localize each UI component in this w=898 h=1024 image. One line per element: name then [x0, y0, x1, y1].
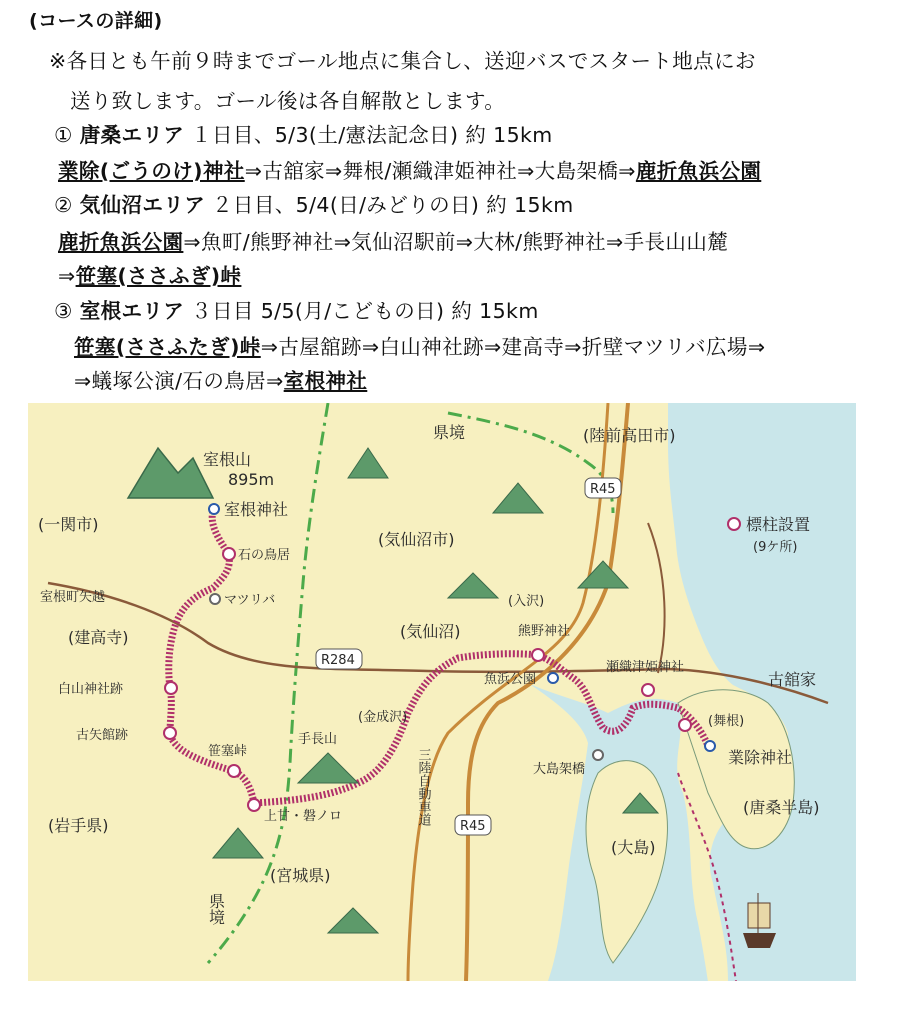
seoritsuhime-marker	[642, 684, 654, 696]
course-3-route-line-2	[74, 364, 367, 394]
label-mone: (舞根)	[708, 714, 745, 729]
label-ishi-torii: 石の鳥居	[238, 548, 291, 563]
course-3-route	[74, 330, 765, 360]
course-1-route-end: 鹿折魚浜公園	[635, 159, 762, 183]
label-karakuwa-peninsula: (唐桑半島)	[743, 798, 820, 817]
hakusan-ruins-marker	[165, 682, 177, 694]
label-iwate: (岩手県)	[48, 816, 109, 835]
label-gounoke-shrine: 業除神社	[728, 748, 793, 767]
course-1-route-middle: ⇒古舘家⇒舞根/瀬織津姫神社⇒大島架橋⇒	[244, 159, 636, 183]
label-ichinoseki: (一関市)	[38, 515, 99, 534]
label-kumano-shrine: 熊野神社	[518, 624, 571, 639]
course-2-route-start: 鹿折魚浜公園	[58, 230, 184, 254]
ishi-torii-marker	[223, 548, 235, 560]
label-seoritsuhime: 瀬織津姫神社	[606, 660, 685, 675]
label-murone-mountain: 室根山	[203, 450, 252, 469]
course-2-route-line-2	[58, 259, 241, 289]
label-r284: R284	[321, 653, 355, 668]
label-sasafuta: 笹塞峠	[208, 744, 248, 759]
murone-shrine-marker	[209, 504, 219, 514]
course-1-route-start: 業除(ごうのけ)神社	[58, 159, 245, 183]
label-koya-ruins: 古矢館跡	[76, 728, 129, 743]
course-2-date: ２日目、5/4(日/みどりの日) 約 15km	[212, 193, 574, 217]
course-1-date: １日目、5/3(土/憲法記念日) 約 15km	[191, 123, 553, 147]
course-1-area: 唐桑エリア	[79, 123, 185, 147]
course-3-area: 室根エリア	[79, 299, 185, 323]
label-hyochu-count: (9ケ所)	[753, 540, 798, 555]
label-sanriku-expressway: 三陸自動車道	[415, 748, 431, 826]
course-3-route-end: 室根神社	[283, 369, 368, 393]
course-3-header	[54, 294, 539, 324]
course-2-number: ②	[54, 193, 73, 217]
label-r45-bottom: R45	[460, 819, 486, 834]
label-r45-top: R45	[590, 482, 616, 497]
uohama-park-marker	[548, 673, 558, 683]
label-prefecture-border-top: 県境	[433, 423, 466, 442]
label-oshima-bridge: 大島架橋	[533, 762, 586, 777]
course-map	[28, 403, 856, 981]
course-3-route-middle: ⇒古屋舘跡⇒白山神社跡⇒建高寺⇒折壁マツリバ広場⇒	[260, 335, 766, 359]
label-muronecho-yadakoshi: 室根町矢越	[40, 590, 106, 605]
label-murone-shrine: 室根神社	[224, 500, 289, 519]
course-2-header	[54, 188, 574, 218]
course-3-route-prefix: ⇒蟻塚公演/石の鳥居⇒	[74, 369, 284, 393]
course-1-number: ①	[54, 123, 73, 147]
label-tenagayama: 手長山	[298, 732, 338, 747]
label-kosa-iriguchi: 上甘・磐ノロ	[264, 809, 343, 824]
course-2-area: 気仙沼エリア	[79, 193, 206, 217]
course-2-route-middle: ⇒魚町/熊野神社⇒気仙沼駅前⇒大林/熊野神社⇒手長山山麓	[183, 230, 729, 254]
label-hyochu: 標柱設置	[746, 515, 811, 534]
label-kanenari: (金成沢)	[358, 710, 408, 725]
heading: (コースの詳細)	[29, 10, 163, 32]
note-line-2: 送り致します。ゴール後は各自解散とします。	[70, 89, 506, 113]
label-oshima: (大島)	[611, 838, 656, 857]
course-2-route	[58, 225, 728, 255]
oshima-bridge-marker	[593, 750, 603, 760]
kosa-iriguchi-marker	[248, 799, 260, 811]
note-line-1: ※各日とも午前９時までゴール地点に集合し、送迎バスでスタート地点にお	[49, 49, 756, 73]
sasafuta-marker	[228, 765, 240, 777]
kumano-shrine-marker	[532, 649, 544, 661]
course-3-date: ３日目 5/5(月/こどもの日) 約 15km	[191, 299, 539, 323]
label-rikuzentakata: (陸前高田市)	[583, 426, 676, 445]
label-miyagi: (宮城県)	[270, 866, 331, 885]
koya-ruins-marker	[164, 727, 176, 739]
course-3-route-start: 笹塞(ささふたぎ)峠	[74, 335, 261, 359]
label-prefecture-border-bottom: 県境	[206, 893, 226, 925]
course-2-route-prefix: ⇒	[58, 264, 76, 288]
label-hakusan-ruins: 白山神社跡	[58, 682, 124, 697]
label-uohama-park: 魚浜公園	[484, 672, 537, 687]
gounoke-shrine-marker	[705, 741, 715, 751]
course-3-number: ③	[54, 299, 73, 323]
label-murone-height: 895m	[228, 470, 275, 489]
furudate-marker	[679, 719, 691, 731]
label-furudate-family: 古舘家	[768, 670, 817, 689]
maturiba-marker	[210, 594, 220, 604]
label-iriwa: (入沢)	[508, 594, 545, 609]
course-1-route	[58, 154, 761, 184]
label-kenkouji: (建高寺)	[68, 628, 129, 647]
label-kesennuma: (気仙沼)	[400, 622, 461, 641]
label-maturiba: マツリバ	[224, 593, 276, 608]
label-kesennuma-city: (気仙沼市)	[378, 530, 455, 549]
hyochu-legend-marker	[728, 518, 740, 530]
course-map-svg	[28, 403, 856, 981]
course-2-route-end: 笹塞(ささふぎ)峠	[75, 264, 242, 288]
course-details-document	[0, 0, 898, 400]
course-1-header	[54, 118, 553, 148]
